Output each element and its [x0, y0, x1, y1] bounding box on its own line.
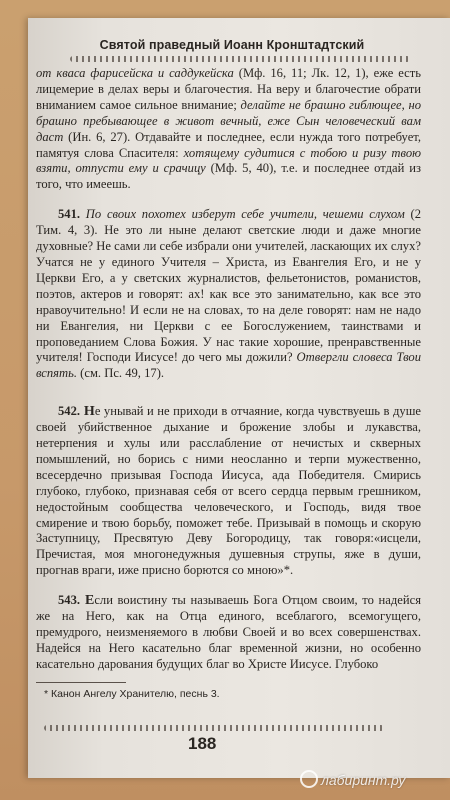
text-run: е унывай и не приходи в отчаяние, когда чувствуешь в душе своей убийственное дыхание и брожение злобы и лукавства, нетерпения и хулы или расслабление от нечистых и скверных помышлений, но борись с ними неосланно и терпи мужественно, всесердечно призывая Господа Иисуса, ада Победителя. Смирись глубоко, глубоко, признавая себя от всего сердца первым грешником, недостойным сообщества человеческого, и Господь, видя твое смирение и твою борьбу, поможет тебе. Призывай в помощь и скорую Заступницу, Пресвятую Деву Богородицу, так говоря:«исцели, Пречистая, моя многонедужныя душевныя струпы, яже в души, прогнав враги, иже присно борются со мною»*.: [36, 404, 421, 578]
text-italic: По своих похотех изберут себе учители, чешеми слухом: [80, 207, 405, 222]
watermark: [300, 770, 405, 788]
header-ornament: [70, 56, 410, 62]
initial-letter: Н: [80, 404, 95, 420]
paragraph-number: 541.: [58, 207, 81, 222]
page-number: 188: [188, 734, 217, 753]
text-run: (2 Тим. 4, 3). Не это ли ныне делают светские люди и даже многие духовные? Не сами ли себе избрали они учителей, ласкающих их слух? Учатся не у единого Учителя – Христа, из Евангелия Его, и не у Церкви Его, а у светских журналистов, фельетонистов, романистов, поэтов, актеров и говорят: ах! как все это занимательно, как все это нравоучительно! И если не на словах, то на деле говорят: нам не надо ни Евангелия, ни Церкви с ее Богослужением, таинствами и проповеданием Слова Божия. У нас такие хорошие, пренравственные учителя! Господи Иисусе! до чего мы дожили?: [36, 207, 422, 365]
labyrinth-logo-icon: [300, 770, 318, 788]
text-italic: делайте не брашно гиблющее, но брашно пребывающее в живот вечный, еже Сын человеческий вам даст: [36, 97, 421, 144]
watermark-text: лабиринт.ру: [321, 772, 406, 788]
paragraph-543: [36, 593, 421, 673]
footer-ornament: [44, 725, 384, 731]
footnote: * Канон Ангелу Хранителю, песнь 3.: [44, 688, 220, 700]
paragraph-continued: [36, 66, 421, 193]
text-run: сли воистину ты называешь Бога Отцом своим, то надейся же на Него, как на Отца единого, всеблагого, всемогущего, премудрого, неизменяемого в любви Своей и во всех совершенствах. Надейся на Него касательно благ временной жизни, но особенно касательно дарования будущих благ во Христе Иисусе. Глубоко: [36, 593, 421, 671]
text-run: (см. Пс. 49, 17).: [77, 366, 165, 381]
text-italic: хотящему судитися с тобою и ризу твою взяти, отпусти ему и срачицу: [36, 145, 422, 176]
paragraph-number: 543.: [58, 593, 81, 608]
text-run: (Мф. 16, 11; Лк. 12, 1), еже есть лицемерие в делах веры и благочестия. На веру и благочестие обрати вниманием самое сильное внимание;: [36, 66, 421, 112]
paragraph-542: [36, 404, 421, 579]
text-run: (Ин. 6, 27). Отдавайте и последнее, если нужда того потребует, памятуя слова Спасителя:: [36, 129, 421, 160]
footnote-rule: [36, 682, 126, 683]
initial-letter: Е: [80, 593, 95, 609]
running-head: Святой праведный Иоанн Кронштадтский: [99, 38, 365, 52]
text-italic: от кваса фарисейска и саддукейска: [36, 66, 234, 80]
paragraph-541: [36, 207, 421, 382]
paragraph-number: 542.: [58, 404, 81, 419]
text-run: (Мф. 5, 40), т.е. и последнее отдай из того, что имеешь.: [36, 161, 421, 192]
page-text: [36, 66, 421, 673]
text-italic: Отвергли словеса Твои вспять.: [36, 350, 421, 381]
